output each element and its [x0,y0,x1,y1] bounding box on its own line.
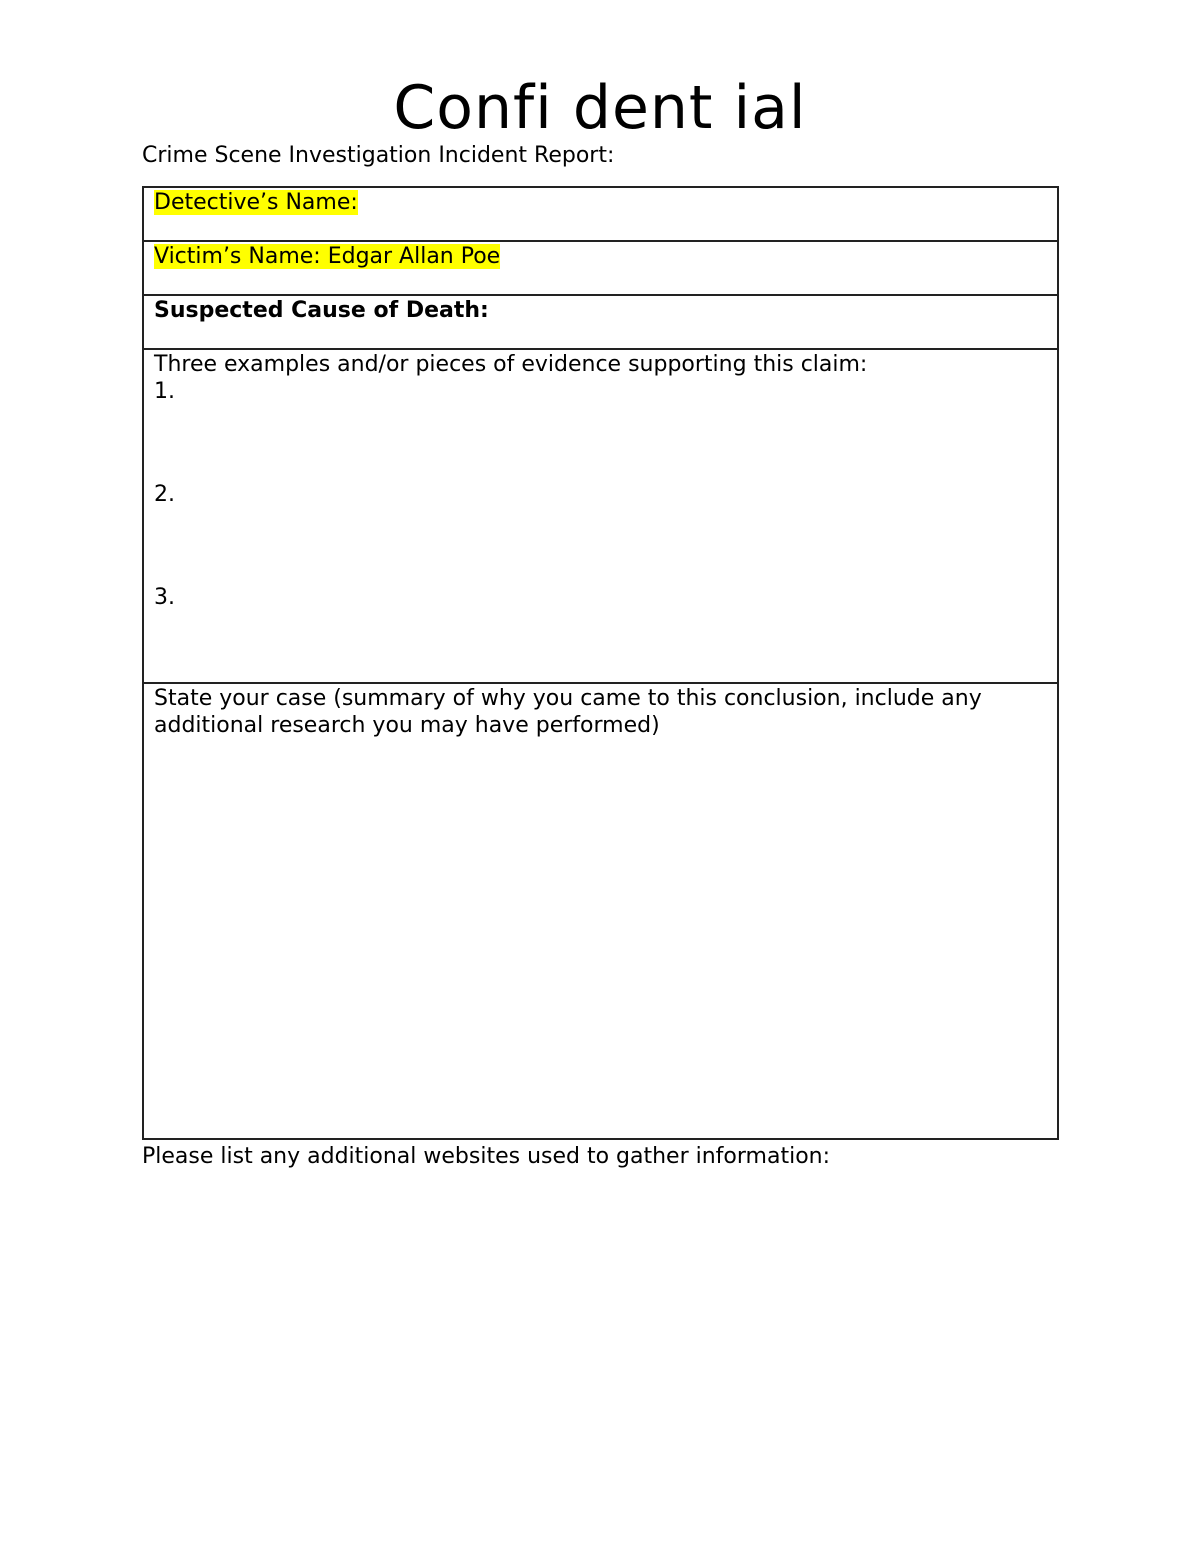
evidence-item-2: 2. [154,482,175,507]
report-subtitle: Crime Scene Investigation Incident Report: [142,143,615,168]
report-form-table [142,186,1059,1140]
case-cell[interactable] [143,683,1058,1139]
detective-row [143,187,1058,241]
case-row [143,683,1058,1139]
detective-cell[interactable] [143,187,1058,241]
evidence-row [143,349,1058,683]
evidence-item-3: 3. [154,585,175,610]
case-prompt: State your case (summary of why you came to this conclusion, include any additional research you may have performed) [154,686,982,738]
cause-cell[interactable] [143,295,1058,349]
evidence-prompt: Three examples and/or pieces of evidence supporting this claim: [154,352,868,377]
document-title: Confi dent ial [393,73,807,143]
victim-row [143,241,1058,295]
cause-of-death-label: Suspected Cause of Death: [154,298,489,323]
detective-name-label: Detective’s Name: [154,190,358,215]
victim-name-label: Victim’s Name: Edgar Allan Poe [154,244,501,269]
victim-cell[interactable] [143,241,1058,295]
websites-note: Please list any additional websites used to gather information: [142,1144,831,1169]
cause-row [143,295,1058,349]
evidence-cell[interactable] [143,349,1058,683]
evidence-item-1: 1. [154,379,175,404]
